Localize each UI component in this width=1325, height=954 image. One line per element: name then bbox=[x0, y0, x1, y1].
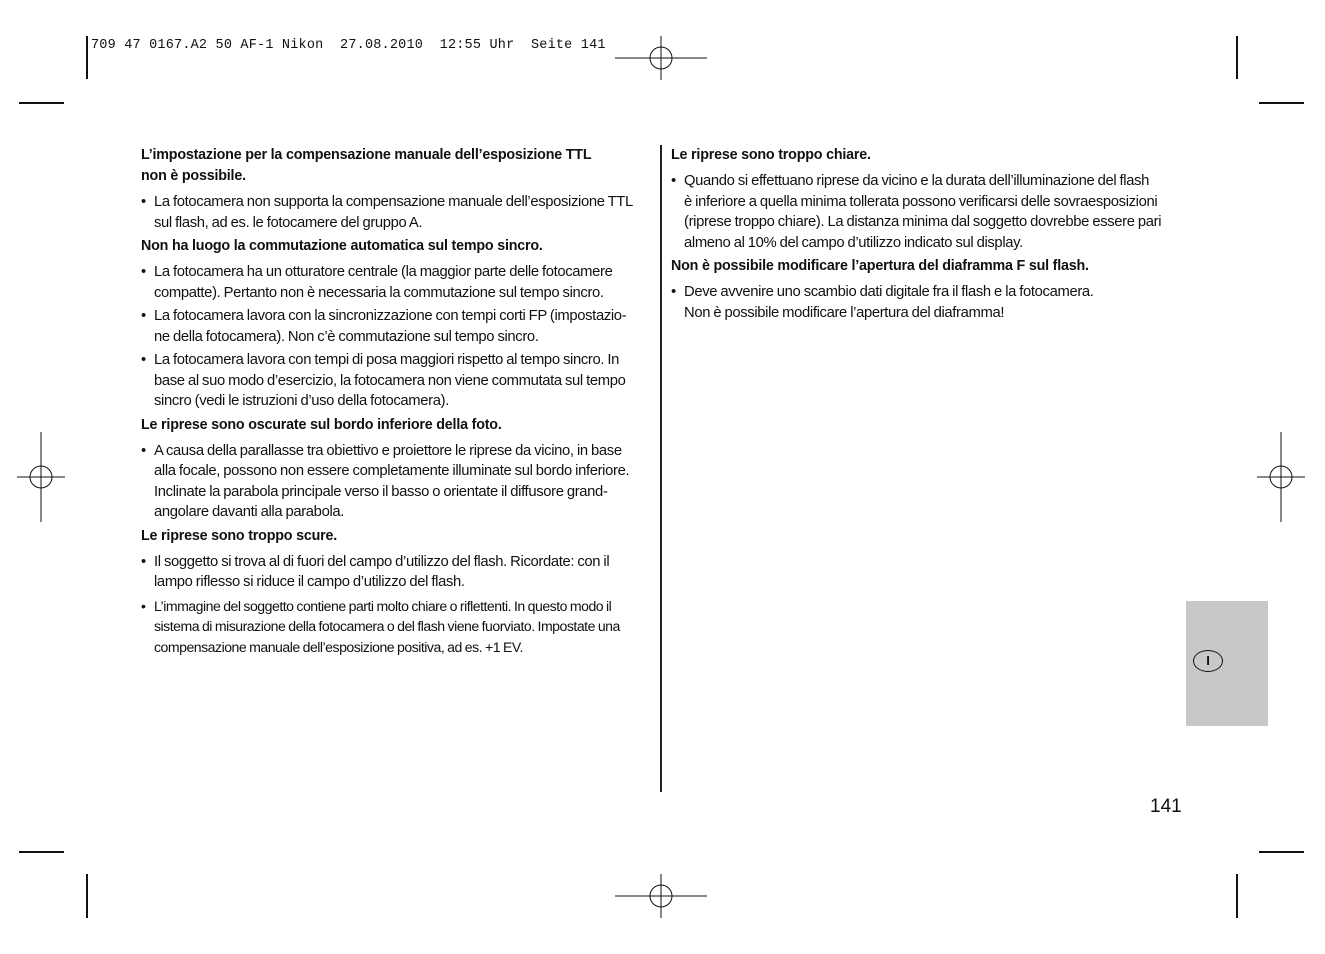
item-line: sul flash, ad es. le fotocamere del gruppo A. bbox=[154, 214, 423, 231]
list-item bbox=[141, 596, 651, 658]
item-line: A causa della parallasse tra obiettivo e proiettore le riprese da vicino, in base bbox=[154, 442, 622, 459]
item-line: angolare davanti alla parabola. bbox=[154, 504, 345, 520]
registration-mark-top bbox=[615, 36, 707, 80]
item-line: Il soggetto si trova al di fuori del campo d’utilizzo del flash. Ricordate: con il bbox=[154, 553, 610, 570]
bullet: • bbox=[141, 352, 146, 368]
list-item bbox=[141, 192, 651, 233]
bullet: • bbox=[671, 284, 676, 300]
section-heading: Le riprese sono troppo scure. bbox=[141, 527, 337, 544]
crop-mark bbox=[19, 851, 64, 853]
page-number: 141 bbox=[1150, 796, 1182, 817]
language-badge: I bbox=[1193, 650, 1223, 672]
bullet: • bbox=[141, 553, 146, 570]
bullet: • bbox=[141, 442, 146, 459]
crop-mark bbox=[86, 36, 88, 79]
bullet: • bbox=[141, 194, 146, 210]
section-heading: Non è possibile modificare l’apertura del diaframma F sul flash. bbox=[671, 258, 1089, 274]
item-line: è inferiore a quella minima tollerata possono verificarsi delle sovraesposizioni bbox=[684, 193, 1158, 210]
item-line: almeno al 10% del campo d’utilizzo indicato sul display. bbox=[684, 234, 1023, 251]
item-line: (riprese troppo chiare). La distanza minima dal soggetto dovrebbe essere pari bbox=[684, 214, 1162, 230]
section-heading: Le riprese sono oscurate sul bordo inferiore della foto. bbox=[141, 416, 502, 433]
crop-mark bbox=[1236, 874, 1238, 918]
print-slug: 709 47 0167.A2 50 AF-1 Nikon 27.08.2010 12:55 Uhr Seite 141 bbox=[91, 38, 606, 53]
list-item bbox=[141, 262, 651, 303]
section-aperture bbox=[671, 256, 1183, 323]
bullet: • bbox=[141, 597, 146, 614]
section-ttl bbox=[141, 145, 651, 233]
crop-mark bbox=[1259, 851, 1304, 853]
left-column bbox=[141, 145, 651, 660]
crop-mark bbox=[86, 874, 88, 918]
section-sync bbox=[141, 236, 651, 412]
list-item bbox=[671, 171, 1183, 253]
item-line: La fotocamera lavora con la sincronizzazione con tempi corti FP (impostazio- bbox=[154, 308, 627, 324]
registration-mark-left bbox=[17, 432, 65, 522]
crop-mark bbox=[1259, 102, 1304, 104]
right-column bbox=[671, 145, 1183, 326]
item-line: Inclinate la parabola principale verso il basso o orientate il diffusore grand- bbox=[154, 483, 608, 500]
item-line: L’immagine del soggetto contiene parti molto chiare o riflettenti. In questo modo il bbox=[154, 597, 612, 614]
section-too-bright bbox=[671, 145, 1183, 253]
list-item bbox=[141, 552, 651, 593]
crop-mark bbox=[1236, 36, 1238, 79]
item-line: Deve avvenire uno scambio dati digitale fra il flash e la fotocamera. bbox=[684, 284, 1094, 300]
item-line: La fotocamera non supporta la compensazione manuale dell’esposizione TTL bbox=[154, 194, 633, 210]
item-line: compensazione manuale dell’esposizione positiva, ad es. +1 EV. bbox=[154, 638, 523, 655]
item-line: La fotocamera lavora con tempi di posa maggiori rispetto al tempo sincro. In bbox=[154, 352, 619, 368]
section-too-dark bbox=[141, 526, 651, 658]
bullet: • bbox=[141, 308, 146, 324]
item-line: compatte). Pertanto non è necessaria la commutazione sul tempo sincro. bbox=[154, 284, 604, 301]
list-item bbox=[141, 306, 651, 347]
section-heading: Non ha luogo la commutazione automatica sul tempo sincro. bbox=[141, 238, 543, 254]
item-line: Quando si effettuano riprese da vicino e la durata dell’illuminazione del flash bbox=[684, 173, 1150, 189]
item-line: sistema di misurazione della fotocamera o del flash viene fuorviato. Impostate una bbox=[154, 618, 620, 634]
bullet: • bbox=[141, 264, 146, 280]
language-tab bbox=[1186, 601, 1268, 726]
item-line: Non è possibile modificare l’apertura del diaframma! bbox=[684, 304, 1005, 321]
section-heading: Le riprese sono troppo chiare. bbox=[671, 147, 871, 163]
heading-line: L’impostazione per la compensazione manuale dell’esposizione TTL bbox=[141, 147, 592, 163]
registration-mark-right bbox=[1257, 432, 1305, 522]
item-line: base al suo modo d’esercizio, la fotocamera non viene commutata sul tempo bbox=[154, 372, 626, 389]
item-line: lampo riflesso si riduce il campo d’utilizzo del flash. bbox=[154, 574, 465, 590]
registration-mark-bottom bbox=[615, 874, 707, 918]
list-item bbox=[671, 282, 1183, 323]
item-line: sincro (vedi le istruzioni d’uso della fotocamera). bbox=[154, 393, 449, 409]
list-item bbox=[141, 350, 651, 412]
list-item bbox=[141, 441, 651, 523]
item-line: ne della fotocamera). Non c’è commutazione sul tempo sincro. bbox=[154, 328, 539, 345]
crop-mark bbox=[19, 102, 64, 104]
item-line: La fotocamera ha un otturatore centrale (la maggior parte delle fotocamere bbox=[154, 264, 613, 280]
heading-line: non è possibile. bbox=[141, 168, 246, 184]
section-heading bbox=[141, 145, 651, 187]
column-divider bbox=[660, 145, 662, 792]
bullet: • bbox=[671, 173, 676, 189]
item-line: alla focale, possono non essere completamente illuminate sul bordo inferiore. bbox=[154, 463, 630, 479]
section-dark-bottom bbox=[141, 415, 651, 523]
